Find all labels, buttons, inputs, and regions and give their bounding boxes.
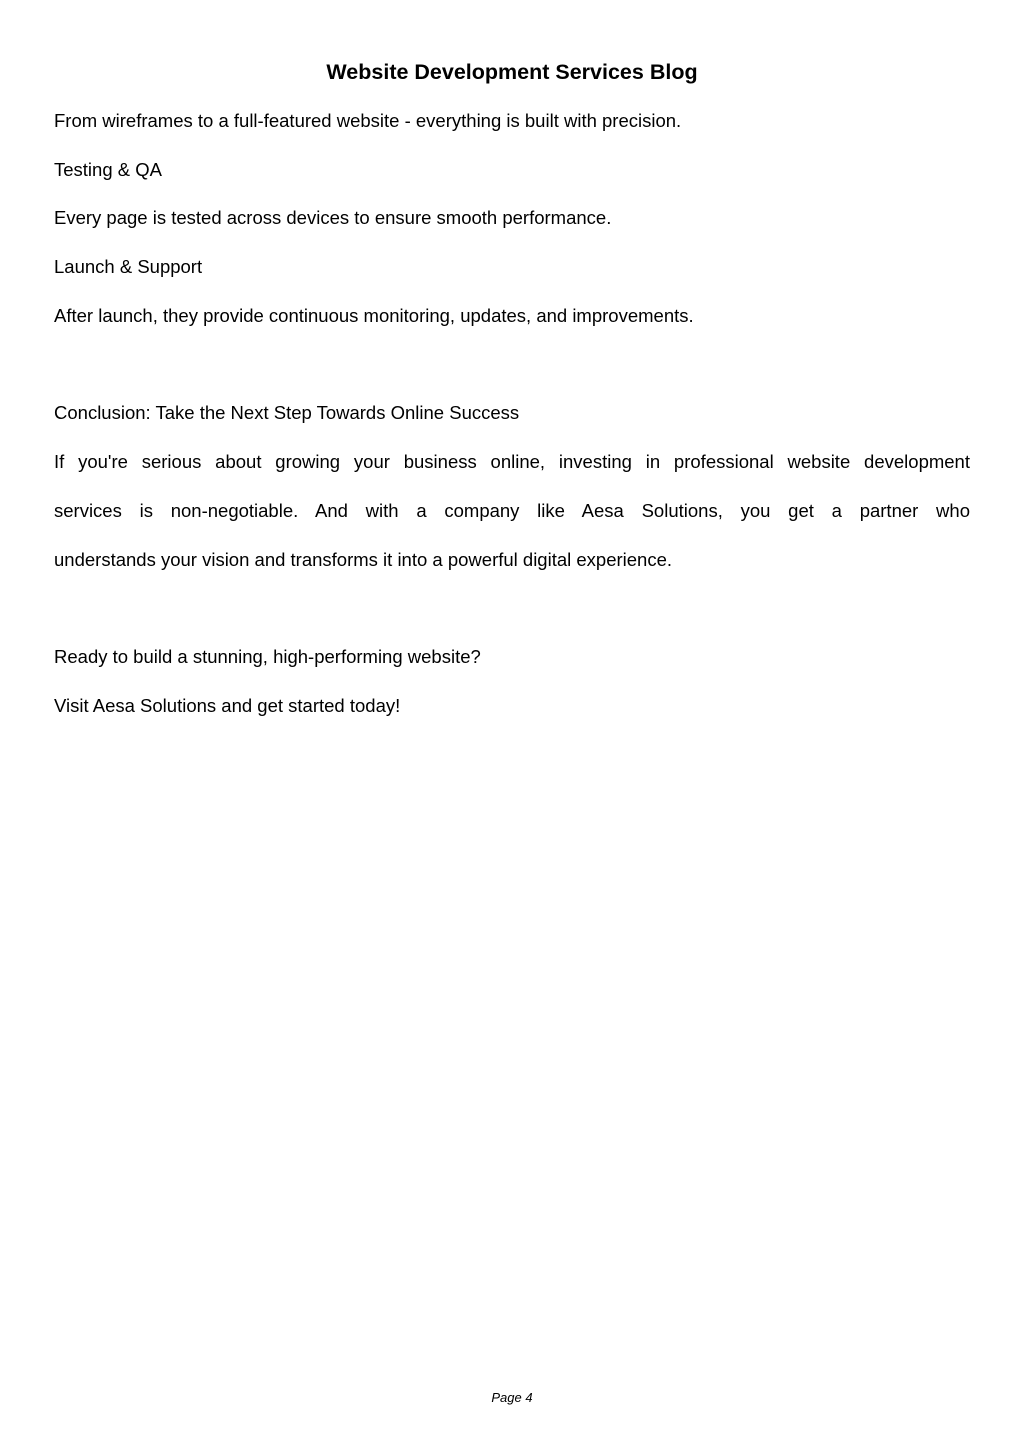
paragraph-cta-action: Visit Aesa Solutions and get started today!: [54, 695, 401, 716]
page-number: Page 4: [491, 1390, 533, 1405]
paragraph-testing: Every page is tested across devices to ensure smooth performance.: [54, 207, 612, 228]
paragraph-cta-question: Ready to build a stunning, high-performing website?: [54, 646, 481, 667]
heading-conclusion: Conclusion: Take the Next Step Towards Online Success: [54, 402, 520, 423]
paragraph-conclusion-line-3: understands your vision and transforms it into a powerful digital experience.: [54, 549, 673, 570]
paragraph-wireframes: From wireframes to a full-featured website - everything is built with precision.: [54, 110, 682, 131]
heading-testing-qa: Testing & QA: [54, 159, 162, 180]
paragraph-conclusion-line-1: [54, 450, 970, 474]
paragraph-conclusion-line-2: [54, 499, 970, 523]
document-title: Website Development Services Blog: [326, 60, 698, 84]
paragraph-conclusion-line-2-text: services is non-negotiable. And with a company like Aesa Solutions, you get a partner who: [54, 500, 970, 521]
paragraph-conclusion-line-1-text: If you're serious about growing your business online, investing in professional website development: [54, 451, 970, 472]
paragraph-launch: After launch, they provide continuous monitoring, updates, and improvements.: [54, 305, 694, 326]
heading-launch-support: Launch & Support: [54, 256, 203, 277]
